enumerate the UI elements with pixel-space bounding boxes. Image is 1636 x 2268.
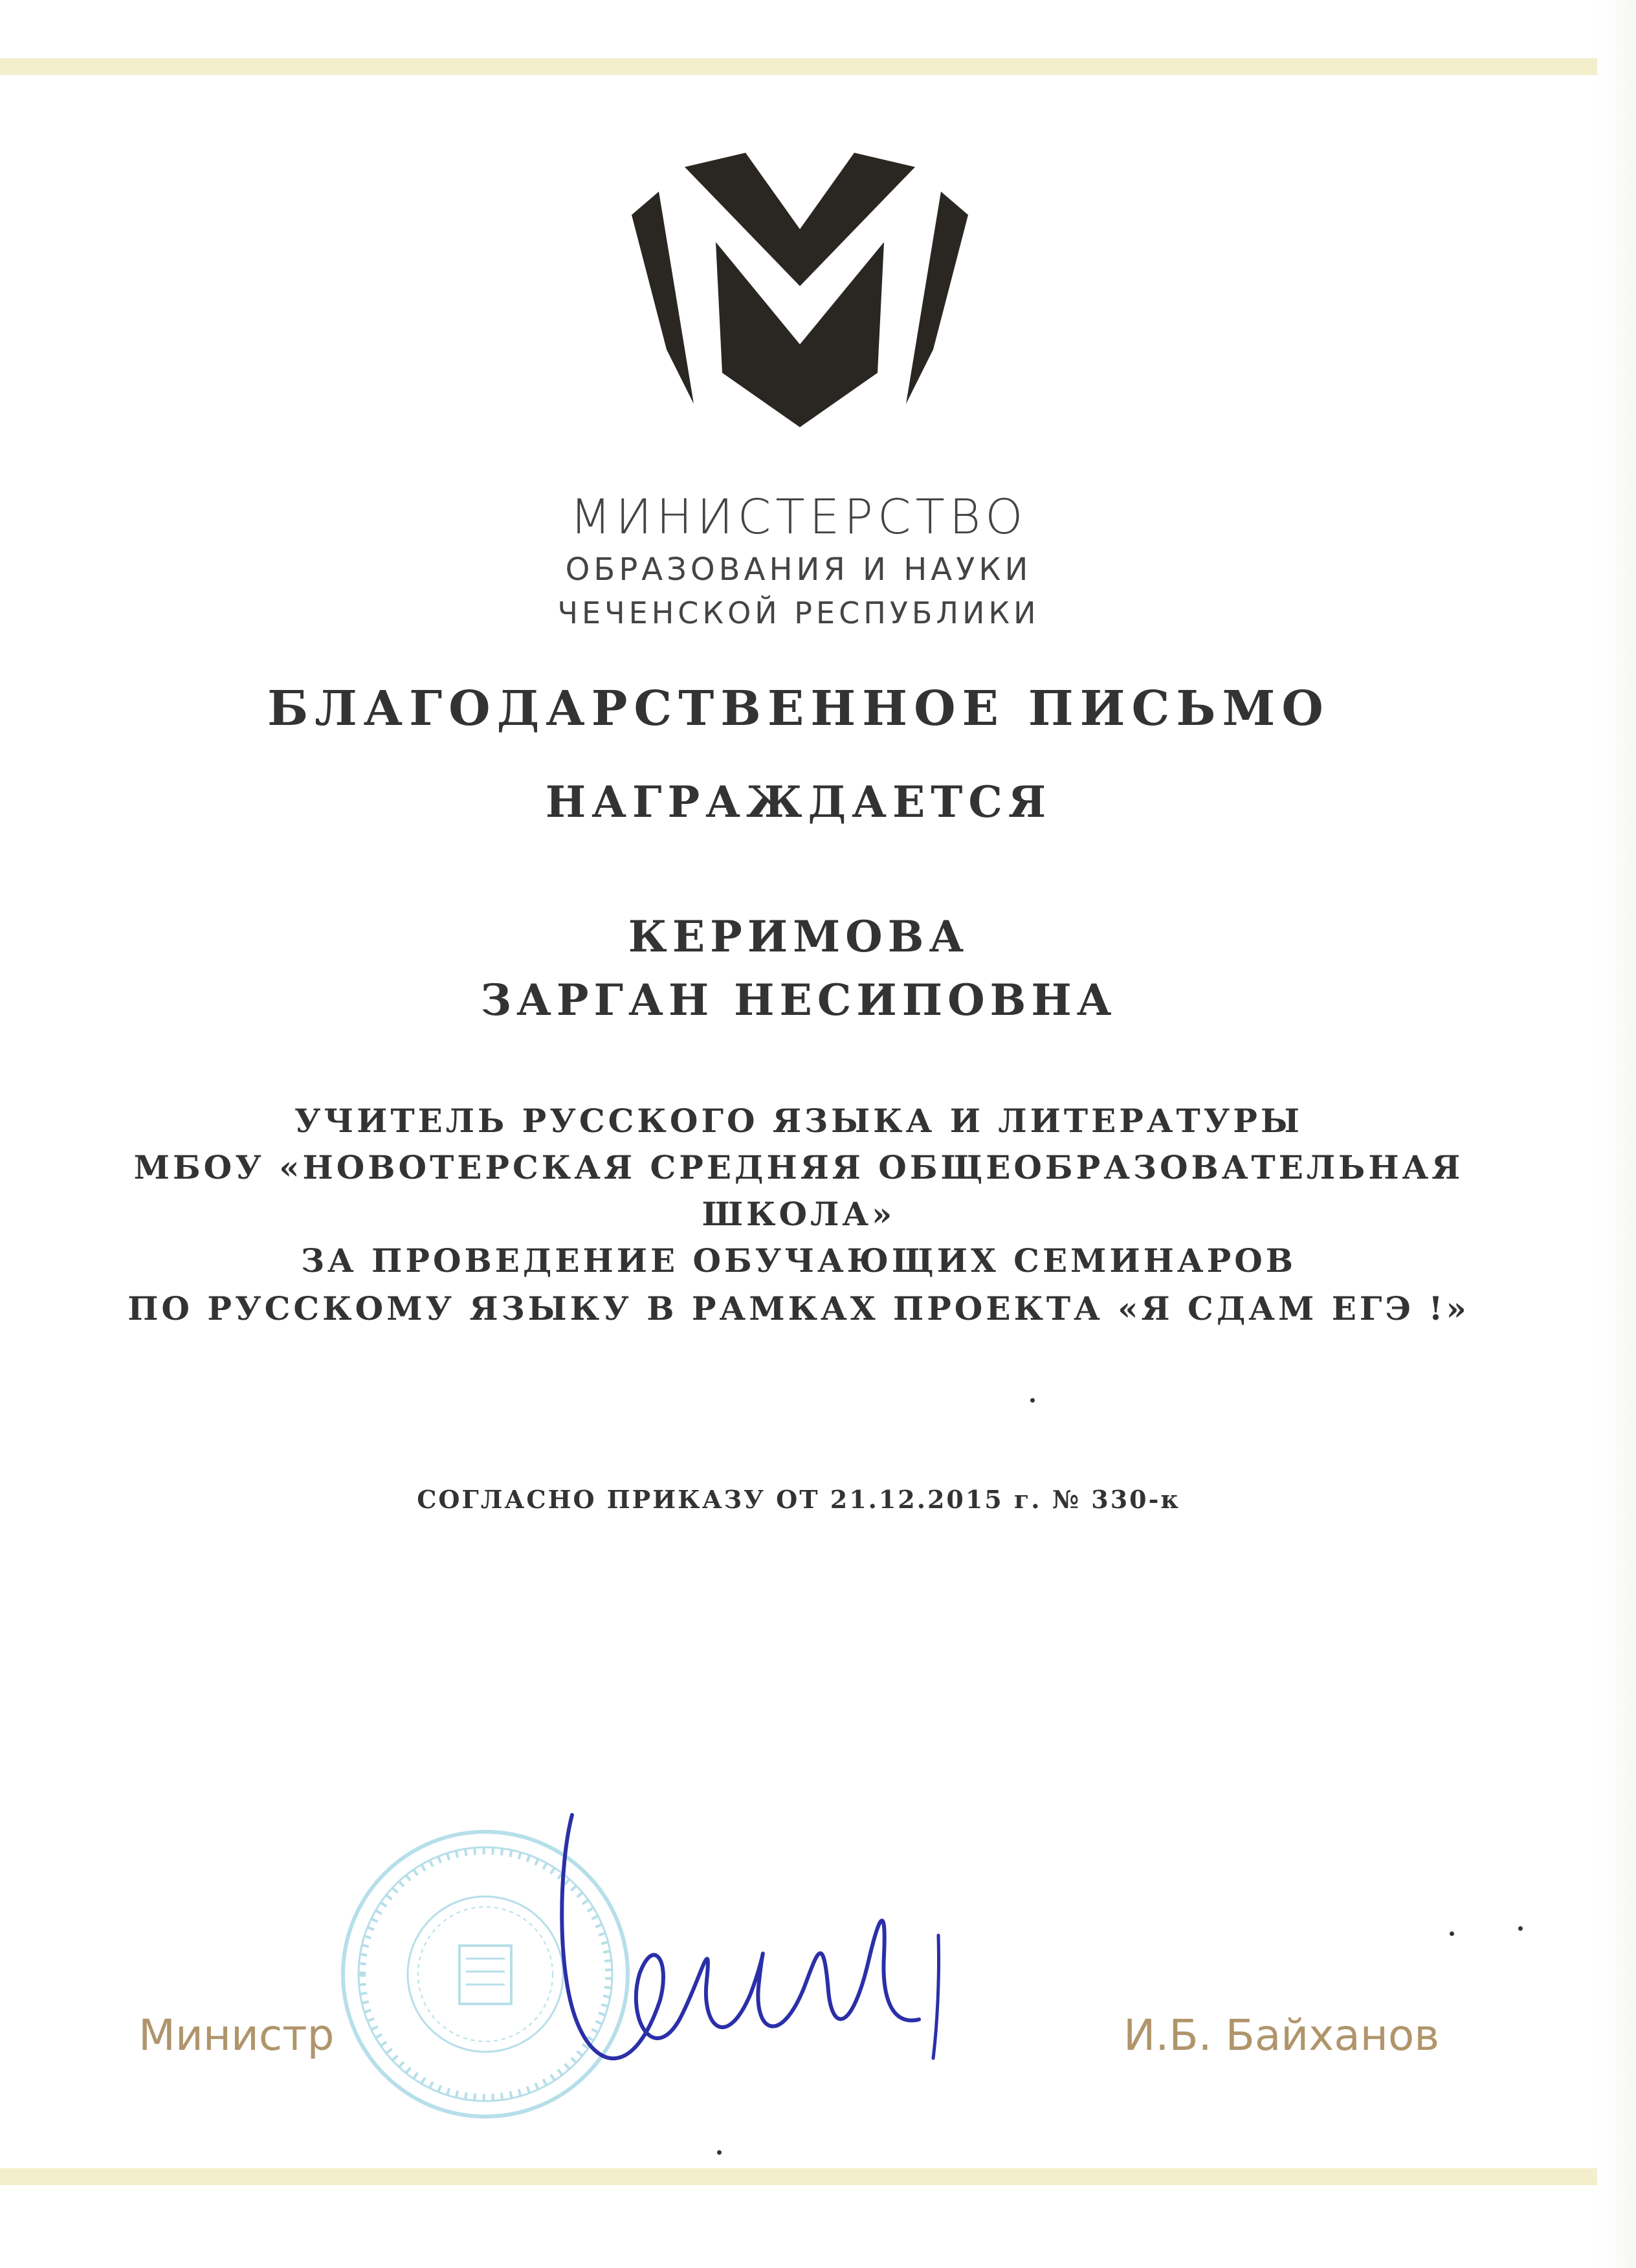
document-title: БЛАГОДАРСТВЕННОЕ ПИСЬМО — [267, 681, 1330, 737]
awarded-heading: НАГРАЖДАЕТСЯ — [545, 777, 1052, 827]
handwritten-signature — [557, 1806, 958, 2117]
order-reference: СОГЛАСНО ПРИКАЗУ ОТ 21.12.2015 г. № 330-к — [417, 1485, 1180, 1514]
ministry-name-line2: ОБРАЗОВАНИЯ И НАУКИ — [565, 551, 1032, 588]
description-line-5: ПО РУССКОМУ ЯЗЫКУ В РАМКАХ ПРОЕКТА «Я СДАМ ЕГЭ !» — [127, 1289, 1470, 1328]
signatory-name: И.Б. Байханов — [1123, 2010, 1440, 2060]
recipient-given-names: ЗАРГАН НЕСИПОВНА — [480, 975, 1117, 1025]
description-line-3: ШКОЛА» — [702, 1195, 896, 1233]
speck — [1518, 1926, 1523, 1931]
signatory-position: Министр — [138, 2010, 335, 2060]
description-line-2: МБОУ «НОВОТЕРСКАЯ СРЕДНЯЯ ОБЩЕОБРАЗОВАТЕЛЬНАЯ — [133, 1148, 1464, 1186]
ministry-name-line1: МИНИСТЕРСТВО — [569, 489, 1028, 545]
ministry-emblem-logo — [632, 153, 968, 427]
speck — [1450, 1931, 1454, 1936]
speck — [1030, 1398, 1035, 1403]
top-decorative-band — [0, 58, 1597, 75]
description-line-1: УЧИТЕЛЬ РУССКОГО ЯЗЫКА И ЛИТЕРАТУРЫ — [294, 1102, 1303, 1140]
description-line-4: ЗА ПРОВЕДЕНИЕ ОБУЧАЮЩИХ СЕМИНАРОВ — [300, 1241, 1297, 1280]
page-edge-shadow — [1597, 0, 1636, 2268]
ministry-name-line3: ЧЕЧЕНСКОЙ РЕСПУБЛИКИ — [557, 595, 1040, 630]
recipient-surname: КЕРИМОВА — [628, 911, 969, 962]
speck — [717, 2150, 722, 2155]
bottom-decorative-band — [0, 2168, 1597, 2185]
